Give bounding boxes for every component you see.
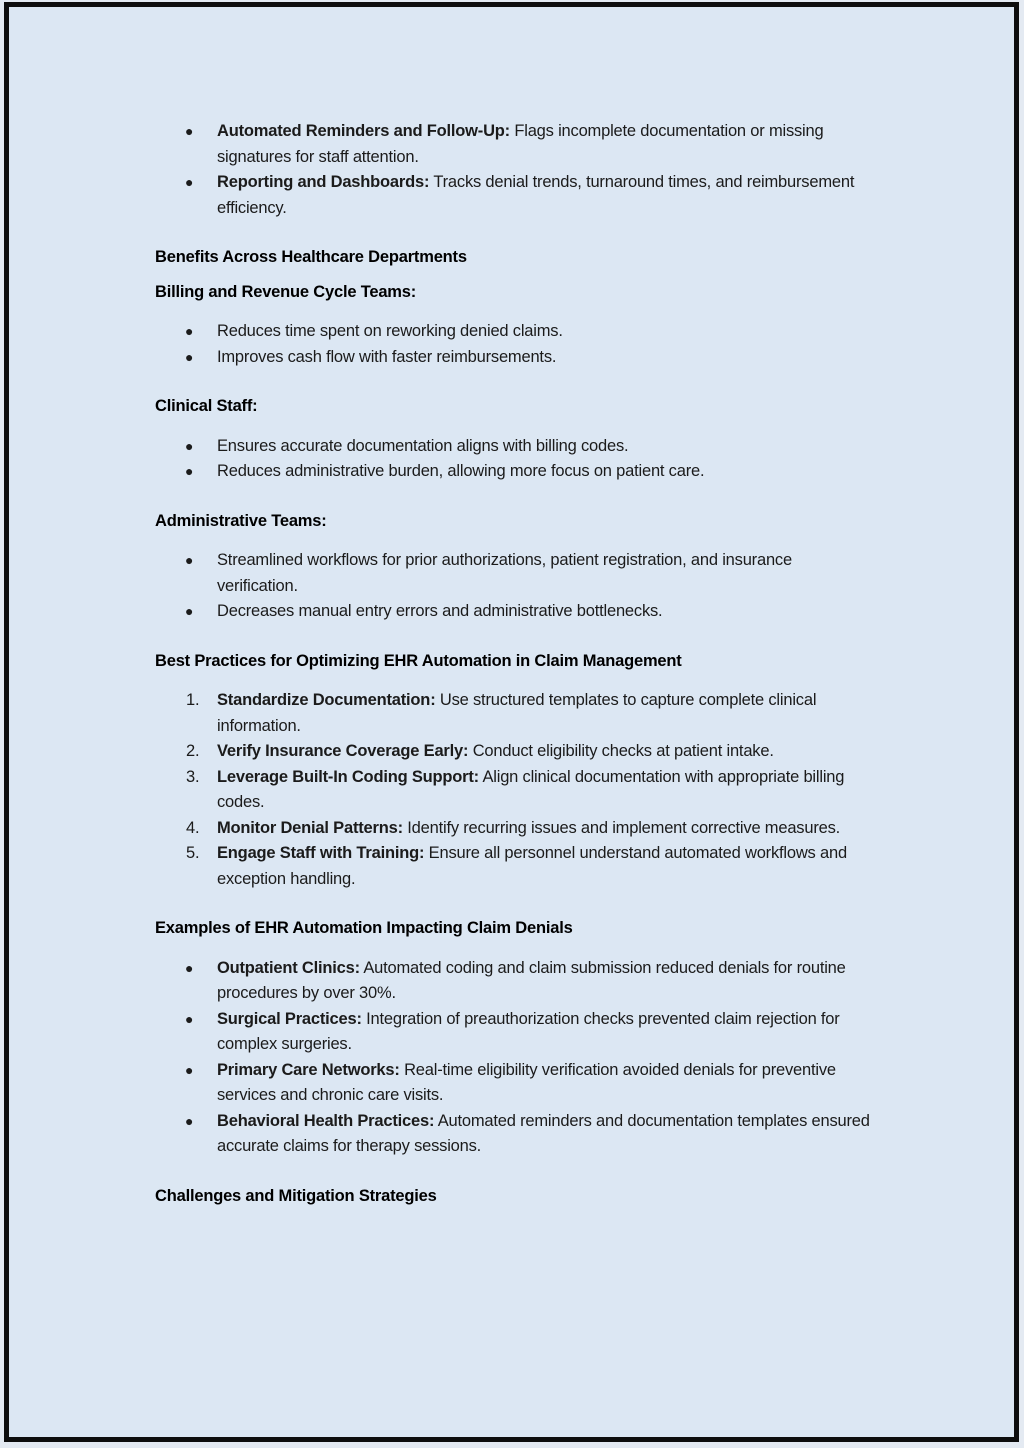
section-heading: Clinical Staff: [155, 397, 258, 415]
document-content [9, 7, 877, 1218]
bullet-icon: ● [185, 1010, 194, 1027]
bullet-icon: ● [185, 174, 194, 190]
list-item [155, 739, 877, 765]
list-item-text: Tracks denial trends, turnaround times, and reimbursement efficiency. [217, 173, 855, 217]
list-item-lead: Reporting and Dashboards: [217, 173, 430, 191]
list-item [155, 765, 877, 816]
bullet-icon: ● [185, 463, 194, 479]
section-heading: Billing and Revenue Cycle Teams: [155, 282, 417, 301]
list-item-text: Automated reminders and documentation templates ensured accurate claims for therapy sessions. [217, 1111, 870, 1155]
bullet-icon: ● [185, 123, 194, 139]
section-heading: Administrative Teams: [155, 511, 327, 530]
list-item-lead: Standardize Documentation: [217, 691, 436, 709]
list-item-text: Real-time eligibility verification avoided denials for preventive services and chronic care visits. [217, 1060, 836, 1104]
list-item [155, 1058, 877, 1109]
bullet-icon: ● [185, 348, 194, 365]
bullet-list [155, 319, 877, 370]
bullet-list [155, 956, 877, 1160]
bullet-list [155, 119, 877, 221]
list-item [155, 816, 877, 842]
list-item-text: Automated coding and claim submission reduced denials for routine procedures by over 30%. [217, 958, 846, 1002]
bullet-icon: ● [185, 1112, 194, 1129]
list-item [155, 345, 877, 371]
list-item [155, 434, 877, 460]
list-item-lead: Surgical Practices: [217, 1009, 362, 1028]
list-item-text: Reduces administrative burden, allowing more focus on patient care. [217, 462, 705, 480]
bullet-icon: ● [185, 552, 194, 568]
list-item-text: Use structured templates to capture complete clinical information. [217, 691, 817, 735]
list-item [155, 841, 877, 892]
list-item [155, 119, 877, 170]
list-item-lead: Outpatient Clinics: [217, 958, 360, 977]
list-item [155, 170, 877, 221]
list-item-text: Align clinical documentation with appropriate billing codes. [217, 767, 845, 811]
section-heading: Best Practices for Optimizing EHR Automation in Claim Management [155, 651, 682, 670]
list-number: 3. [186, 767, 200, 786]
list-item-lead: Verify Insurance Coverage Early: [217, 742, 469, 760]
numbered-list [155, 688, 877, 892]
list-number: 2. [186, 742, 200, 760]
list-item-lead: Leverage Built-In Coding Support: [217, 767, 479, 786]
list-item [155, 688, 877, 739]
bullet-icon: ● [185, 603, 194, 619]
list-item-text: Integration of preauthorization checks prevented claim rejection for complex surgeries. [217, 1009, 840, 1053]
list-item [155, 1109, 877, 1160]
list-item-lead: Monitor Denial Patterns: [217, 818, 403, 837]
section-heading: Examples of EHR Automation Impacting Claim Denials [155, 919, 573, 937]
bullet-icon: ● [185, 437, 194, 454]
list-item-text: Streamlined workflows for prior authorizations, patient registration, and insurance verification. [217, 551, 792, 595]
list-item-lead: Engage Staff with Training: [217, 844, 425, 862]
bullet-icon: ● [185, 323, 194, 339]
document-page [4, 2, 1019, 1442]
list-item-lead: Primary Care Networks: [217, 1060, 400, 1079]
list-item [155, 548, 877, 599]
list-item [155, 319, 877, 345]
section-heading: Challenges and Mitigation Strategies [155, 1186, 437, 1205]
bullet-list [155, 548, 877, 625]
list-item [155, 956, 877, 1007]
list-item [155, 459, 877, 485]
section-heading: Benefits Across Healthcare Departments [155, 248, 467, 266]
list-number: 5. [186, 844, 200, 862]
bullet-list [155, 434, 877, 485]
bullet-icon: ● [185, 1061, 194, 1078]
bullet-icon: ● [185, 959, 194, 976]
list-item [155, 1007, 877, 1058]
list-item-lead: Automated Reminders and Follow-Up: [217, 122, 510, 140]
list-item-text: Flags incomplete documentation or missing signatures for staff attention. [217, 122, 824, 166]
list-item-text: Improves cash flow with faster reimbursements. [217, 347, 557, 366]
list-item [155, 599, 877, 625]
list-item-text: Conduct eligibility checks at patient intake. [468, 742, 774, 760]
list-item-text: Ensure all personnel understand automated workflows and exception handling. [217, 844, 847, 888]
list-item-text: Identify recurring issues and implement corrective measures. [402, 818, 841, 837]
list-number: 4. [186, 818, 200, 837]
list-item-lead: Behavioral Health Practices: [217, 1111, 435, 1130]
list-number: 1. [186, 691, 200, 709]
list-item-text: Ensures accurate documentation aligns with billing codes. [217, 436, 629, 455]
list-item-text: Decreases manual entry errors and administrative bottlenecks. [217, 602, 663, 620]
list-item-text: Reduces time spent on reworking denied claims. [217, 322, 563, 340]
